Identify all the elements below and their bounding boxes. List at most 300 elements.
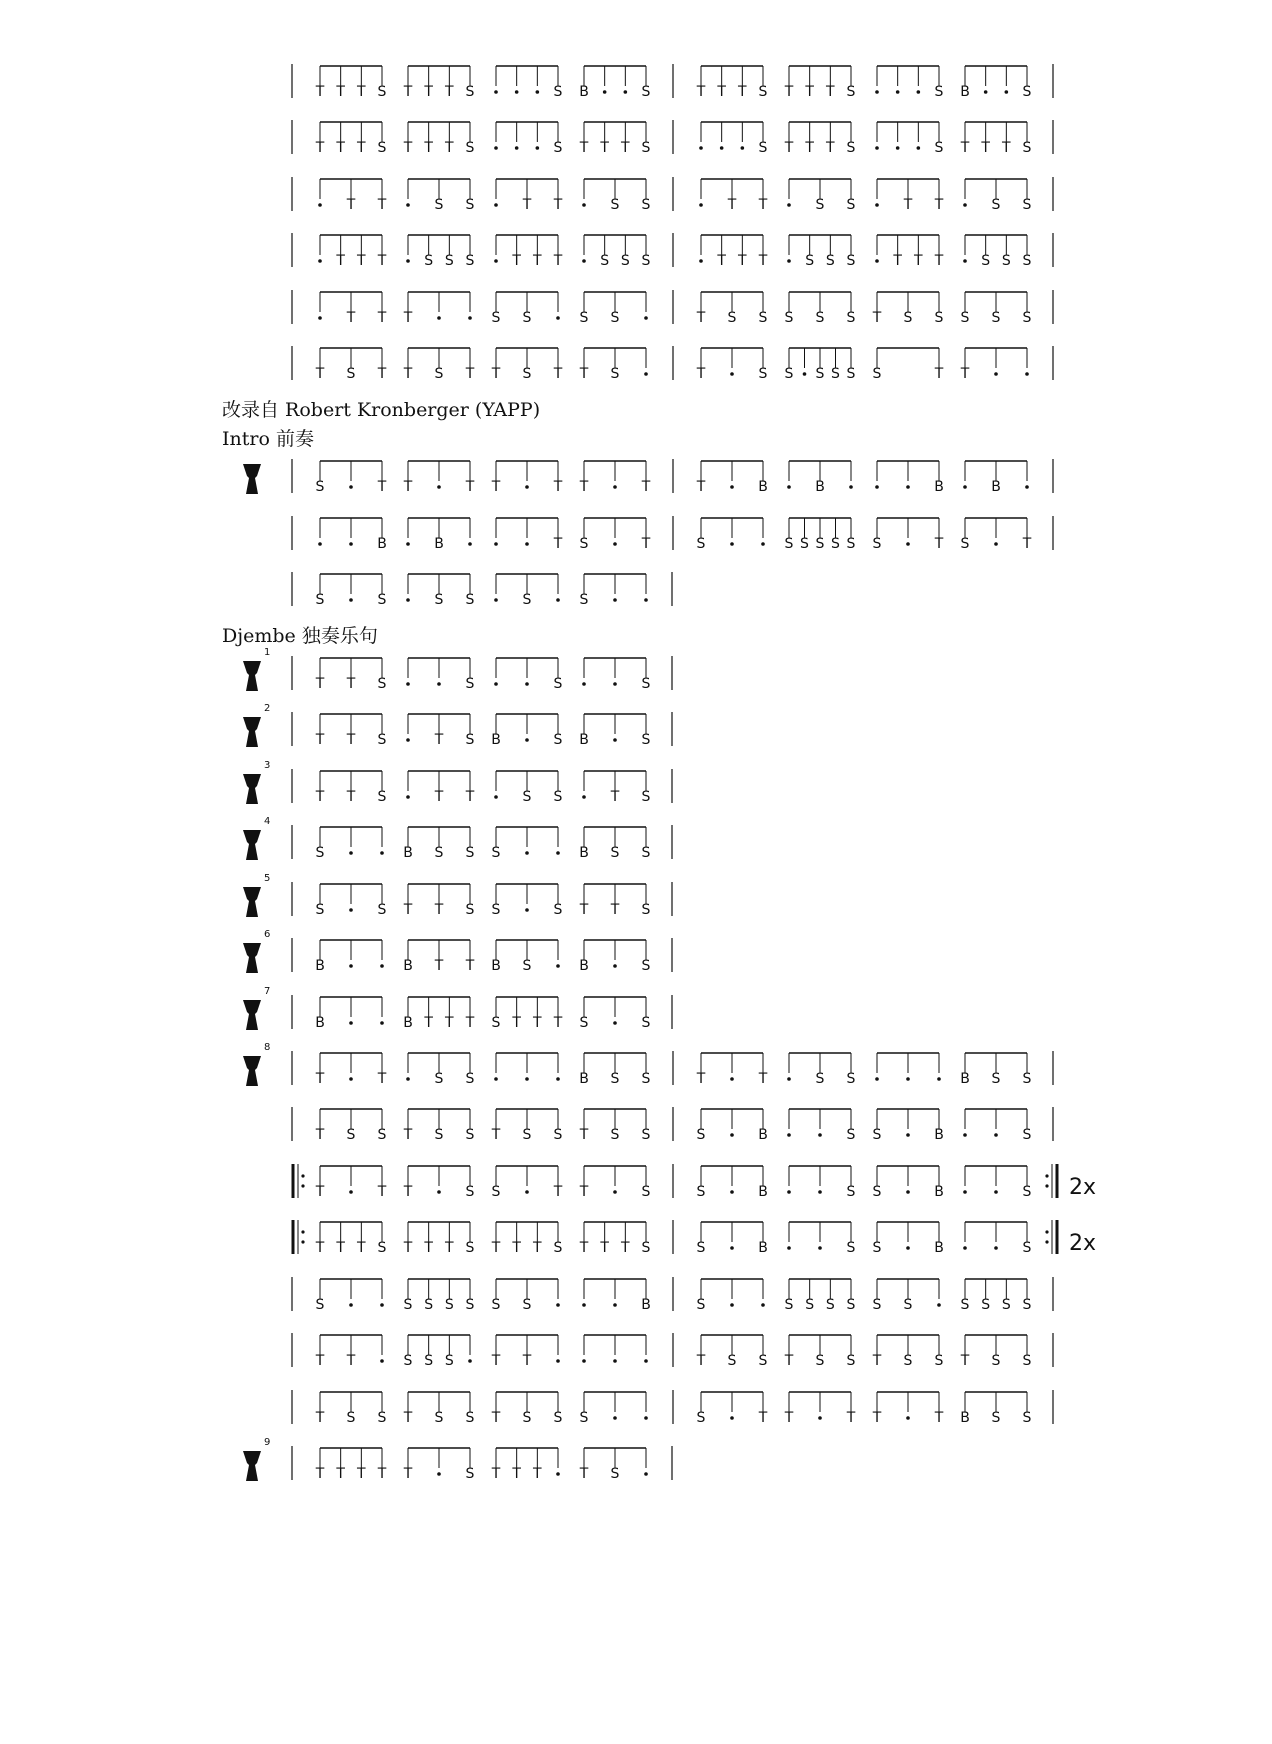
beat-group — [784, 66, 856, 100]
measure — [292, 938, 672, 974]
stroke-note: T — [758, 253, 768, 269]
stroke-note: S — [553, 1410, 563, 1426]
stroke-note: S — [315, 1297, 325, 1313]
rest-dot — [437, 1472, 441, 1476]
stroke-note: S — [434, 1127, 444, 1143]
rest-dot — [494, 259, 498, 263]
stroke-note: S — [434, 366, 444, 382]
stroke-note: T — [784, 140, 794, 156]
stroke-note: T — [403, 1410, 413, 1426]
stave-row — [292, 995, 672, 1031]
beat-group — [403, 1448, 475, 1482]
stroke-note: S — [1001, 253, 1011, 269]
stroke-note: S — [553, 902, 563, 918]
stroke-note: S — [522, 366, 532, 382]
stroke-note: T — [553, 1015, 563, 1031]
rest-dot — [963, 259, 967, 263]
beat-group — [787, 1222, 855, 1256]
beat-group — [494, 179, 563, 213]
beat-group — [318, 179, 387, 213]
stroke-note: T — [579, 479, 589, 495]
stroke-note: S — [610, 1071, 620, 1087]
stroke-note: T — [403, 140, 413, 156]
stroke-note: T — [610, 789, 620, 805]
beat-group — [315, 66, 387, 100]
stroke-note: S — [960, 536, 970, 552]
stroke-note: B — [579, 84, 589, 100]
stroke-note: S — [465, 676, 475, 692]
rest-dot — [525, 1190, 529, 1194]
rest-dot — [644, 1472, 648, 1476]
solos-heading: Djembe 独奏乐句 — [222, 625, 378, 647]
stroke-note: S — [434, 845, 444, 861]
measure — [292, 1051, 651, 1087]
beat-group — [873, 348, 944, 382]
credit-heading: 改录自 Robert Kronberger (YAPP) — [222, 399, 541, 421]
stroke-note: T — [346, 310, 356, 326]
stroke-note: S — [465, 197, 475, 213]
stroke-note: T — [445, 1240, 454, 1256]
stroke-note: S — [465, 1184, 475, 1200]
rest-dot — [406, 542, 410, 546]
measure — [292, 1390, 648, 1426]
stroke-note: T — [491, 1240, 501, 1256]
stroke-note: T — [758, 197, 768, 213]
stroke-note: T — [758, 1410, 768, 1426]
rest-dot — [875, 90, 879, 94]
stroke-note: S — [981, 253, 991, 269]
stroke-note: T — [315, 1127, 325, 1143]
rest-dot — [730, 542, 734, 546]
rest-dot — [556, 1472, 560, 1476]
solo-number: 7 — [264, 986, 271, 997]
stroke-note: S — [1022, 84, 1032, 100]
stroke-note: S — [465, 592, 475, 608]
beat-group — [403, 1392, 475, 1426]
measure — [292, 120, 651, 156]
measure — [673, 346, 1053, 382]
rest-dot — [917, 146, 921, 150]
stave-row — [292, 233, 1053, 269]
stroke-note: S — [434, 592, 444, 608]
rest-dot — [406, 1077, 410, 1081]
beat-group — [579, 122, 651, 156]
stroke-note: T — [553, 1184, 563, 1200]
measure — [292, 64, 651, 100]
stroke-note: T — [346, 1353, 356, 1369]
stroke-note: S — [641, 958, 651, 974]
beat-group — [492, 827, 560, 861]
measure — [673, 1390, 1053, 1426]
rest-dot — [730, 485, 734, 489]
solo-number: 2 — [264, 703, 271, 714]
stroke-note: T — [434, 902, 444, 918]
beat-group — [787, 1053, 855, 1087]
beat-group — [580, 518, 651, 552]
stroke-note: S — [815, 1353, 825, 1369]
beat-group — [318, 292, 387, 326]
djembe-icon — [243, 1451, 261, 1481]
beat-group — [404, 1279, 475, 1313]
beat-group — [403, 940, 475, 974]
beat-group — [785, 292, 856, 326]
beat-group — [961, 292, 1032, 326]
stroke-note: S — [641, 253, 651, 269]
beat-group — [491, 1392, 563, 1426]
stroke-note: S — [553, 732, 563, 748]
stroke-note: S — [491, 1015, 501, 1031]
stroke-note: S — [522, 958, 532, 974]
stroke-note: B — [579, 845, 589, 861]
rest-dot — [984, 90, 988, 94]
beat-group — [873, 1222, 944, 1256]
stroke-note: S — [620, 253, 630, 269]
rest-dot — [349, 908, 353, 912]
beat-group — [491, 940, 560, 974]
stave-row — [292, 769, 672, 805]
beat-group — [316, 827, 384, 861]
stroke-note: S — [696, 1410, 706, 1426]
beat-group — [406, 771, 475, 805]
stave-row — [292, 290, 1053, 326]
stroke-note: B — [758, 479, 768, 495]
stroke-note: T — [465, 1015, 475, 1031]
rest-dot — [536, 146, 540, 150]
stave-row — [292, 64, 1053, 100]
stroke-note: S — [1022, 140, 1032, 156]
rest-dot — [437, 1190, 441, 1194]
stroke-note: T — [696, 84, 706, 100]
beat-group — [494, 122, 562, 156]
beat-group — [491, 1109, 563, 1143]
measure — [292, 656, 672, 692]
stroke-note: S — [1022, 1353, 1032, 1369]
rest-dot — [556, 598, 560, 602]
stroke-note: T — [934, 197, 944, 213]
rest-dot — [582, 795, 586, 799]
stroke-note: S — [377, 789, 387, 805]
rest-dot — [730, 1416, 734, 1420]
rest-dot — [525, 738, 529, 742]
stroke-note: S — [465, 902, 475, 918]
stroke-note: S — [346, 1410, 356, 1426]
beat-group — [315, 940, 384, 974]
stroke-note: S — [346, 1127, 356, 1143]
beat-group — [580, 997, 651, 1031]
rest-dot — [603, 90, 607, 94]
stroke-note: T — [403, 1240, 413, 1256]
djembe-icon — [243, 717, 261, 747]
rest-dot — [349, 598, 353, 602]
stroke-note: T — [641, 536, 651, 552]
stroke-note: S — [846, 253, 856, 269]
stroke-note: T — [377, 253, 387, 269]
rest-dot — [906, 1190, 910, 1194]
stroke-note: S — [553, 140, 563, 156]
rest-dot — [906, 542, 910, 546]
stroke-note: T — [512, 1466, 521, 1482]
stroke-note: S — [758, 1353, 768, 1369]
stroke-note: B — [641, 1297, 651, 1313]
beat-group — [406, 574, 474, 608]
stroke-note: S — [641, 140, 651, 156]
stroke-note: B — [403, 845, 413, 861]
beat-group — [696, 461, 768, 495]
stroke-note: T — [934, 536, 944, 552]
rest-dot — [494, 795, 498, 799]
rest-dot — [963, 1133, 967, 1137]
beat-group — [787, 179, 855, 213]
stroke-note: T — [434, 958, 444, 974]
stroke-note: S — [934, 1353, 944, 1369]
beat-group — [579, 66, 650, 100]
stroke-note: S — [610, 197, 620, 213]
beat-group — [696, 1053, 768, 1087]
stroke-note: T — [491, 1466, 501, 1482]
beat-group — [960, 66, 1031, 100]
beat-group — [963, 1222, 1031, 1256]
rest-dot — [730, 1303, 734, 1307]
stroke-note: T — [377, 479, 387, 495]
beat-group — [403, 461, 475, 495]
beat-group — [872, 292, 944, 326]
stroke-note: S — [610, 1466, 620, 1482]
rest-dot — [582, 682, 586, 686]
stroke-note: T — [934, 1410, 944, 1426]
stroke-note: T — [826, 140, 835, 156]
stroke-note: T — [553, 253, 563, 269]
stroke-note: T — [377, 1466, 387, 1482]
stroke-note: S — [991, 1410, 1001, 1426]
beat-group — [403, 827, 474, 861]
stroke-note: S — [815, 197, 825, 213]
measure — [292, 290, 648, 326]
stroke-note: T — [315, 84, 325, 100]
beat-group — [315, 1448, 387, 1482]
stroke-note: S — [1022, 1240, 1032, 1256]
rest-dot — [318, 316, 322, 320]
rest-dot — [468, 316, 472, 320]
stroke-note: T — [424, 1015, 433, 1031]
stroke-note: S — [934, 140, 944, 156]
stroke-note: S — [800, 536, 809, 552]
measure — [292, 1446, 672, 1482]
solo-number: 4 — [264, 816, 271, 827]
stroke-note: S — [981, 1297, 991, 1313]
stroke-note: S — [553, 676, 563, 692]
stroke-note: T — [403, 1184, 413, 1200]
beat-group — [696, 348, 768, 382]
djembe-icon — [243, 661, 261, 691]
beat-group — [403, 884, 475, 918]
stroke-note: S — [815, 1071, 825, 1087]
measure — [673, 1220, 1096, 1256]
rest-dot — [699, 146, 703, 150]
stroke-note: T — [738, 253, 747, 269]
stroke-note: S — [1022, 1071, 1032, 1087]
stroke-note: S — [491, 1184, 501, 1200]
rest-dot — [906, 1416, 910, 1420]
rest-dot — [963, 485, 967, 489]
beat-group — [875, 66, 943, 100]
rest-dot — [349, 485, 353, 489]
beat-group — [582, 179, 650, 213]
stroke-note: T — [727, 197, 737, 213]
stroke-note: S — [1022, 197, 1032, 213]
stroke-note: S — [465, 845, 475, 861]
stave-row — [292, 572, 672, 608]
stroke-note: T — [357, 253, 366, 269]
rest-dot — [349, 1303, 353, 1307]
rest-dot — [437, 485, 441, 489]
beat-group — [963, 1109, 1031, 1143]
beat-group — [872, 1335, 944, 1369]
stroke-note: S — [815, 366, 825, 382]
beat-group — [961, 518, 1032, 552]
beat-group — [875, 122, 943, 156]
stroke-note: S — [444, 1297, 454, 1313]
stroke-note: T — [465, 479, 475, 495]
stroke-note: S — [784, 366, 794, 382]
stroke-note: S — [815, 310, 825, 326]
rest-dot — [349, 1190, 353, 1194]
rest-dot — [896, 90, 900, 94]
stroke-note: T — [357, 140, 366, 156]
stroke-note: T — [579, 1127, 589, 1143]
rest-dot — [318, 542, 322, 546]
stroke-note: S — [434, 1410, 444, 1426]
measure — [673, 64, 1053, 100]
beat-group — [785, 518, 856, 552]
stroke-note: S — [377, 732, 387, 748]
rest-dot — [644, 1416, 648, 1420]
stroke-note: B — [377, 536, 387, 552]
stroke-note: S — [846, 366, 856, 382]
measure — [673, 233, 1053, 269]
stroke-note: T — [738, 84, 747, 100]
stroke-note: B — [315, 958, 325, 974]
beat-group — [315, 1053, 387, 1087]
stroke-note: B — [403, 958, 413, 974]
stroke-note: T — [346, 732, 356, 748]
stroke-note: S — [758, 84, 768, 100]
beat-group — [403, 292, 472, 326]
stave-row — [292, 1107, 1053, 1143]
rest-dot — [525, 1077, 529, 1081]
stroke-note: S — [491, 1297, 501, 1313]
beat-group — [697, 1222, 768, 1256]
beat-group — [579, 461, 651, 495]
measure — [673, 1277, 1053, 1313]
stroke-note: S — [815, 536, 825, 552]
solo-number: 1 — [264, 647, 271, 658]
rest-dot — [644, 1359, 648, 1363]
stroke-note: S — [315, 902, 325, 918]
stroke-note: T — [579, 1466, 589, 1482]
stroke-note: T — [1002, 140, 1011, 156]
stroke-note: S — [825, 253, 835, 269]
stroke-note: B — [934, 1127, 944, 1143]
stroke-note: S — [522, 1127, 532, 1143]
beat-group — [579, 827, 650, 861]
beat-group — [403, 1222, 475, 1256]
measure — [673, 459, 1053, 495]
stroke-note: S — [641, 845, 651, 861]
beat-group — [494, 771, 562, 805]
measure — [293, 1220, 651, 1256]
solo-number: 9 — [264, 1437, 271, 1448]
beat-group — [873, 518, 944, 552]
rest-dot — [613, 738, 617, 742]
stroke-note: B — [315, 1015, 325, 1031]
rest-dot — [1025, 372, 1029, 376]
stroke-note: S — [1001, 1297, 1011, 1313]
rest-dot — [468, 1359, 472, 1363]
stroke-note: S — [696, 536, 706, 552]
stroke-note: S — [641, 1127, 651, 1143]
beat-group — [579, 1166, 651, 1200]
rest-dot — [556, 1303, 560, 1307]
stroke-note: T — [696, 1353, 706, 1369]
stroke-note: T — [403, 310, 413, 326]
beat-group — [403, 122, 475, 156]
stroke-note: S — [377, 592, 387, 608]
stroke-note: S — [377, 140, 387, 156]
solo-number: 8 — [264, 1042, 271, 1053]
measure — [292, 769, 672, 805]
stroke-note: S — [610, 310, 620, 326]
rest-dot — [818, 1416, 822, 1420]
stroke-note: S — [696, 1297, 706, 1313]
stroke-note: T — [960, 366, 970, 382]
stroke-note: S — [491, 845, 501, 861]
rest-dot — [406, 795, 410, 799]
measure — [673, 1107, 1053, 1143]
beat-group — [492, 1279, 560, 1313]
stroke-note: T — [336, 1240, 345, 1256]
beat-group — [494, 574, 560, 608]
stroke-note: B — [579, 958, 589, 974]
stroke-note: B — [934, 479, 944, 495]
intro-heading: Intro 前奏 — [222, 428, 314, 450]
stroke-note: S — [758, 310, 768, 326]
stave-row — [292, 1446, 672, 1482]
djembe-icon — [243, 1056, 261, 1086]
stroke-note: T — [336, 1466, 345, 1482]
rest-dot — [994, 1190, 998, 1194]
rest-dot — [818, 1133, 822, 1137]
rest-dot — [699, 203, 703, 207]
stroke-note: S — [444, 1353, 454, 1369]
stroke-note: S — [553, 1240, 563, 1256]
stave-row — [292, 825, 672, 861]
rest-dot — [787, 1133, 791, 1137]
stroke-note: T — [784, 1353, 794, 1369]
beat-group — [960, 122, 1032, 156]
djembe-icon — [243, 943, 261, 973]
measure — [673, 120, 1053, 156]
rest-dot — [613, 1303, 617, 1307]
measure — [292, 712, 672, 748]
stroke-note: S — [825, 1297, 835, 1313]
beat-group — [696, 1335, 768, 1369]
rest-dot — [349, 964, 353, 968]
stave-row — [292, 1051, 1053, 1087]
solo-number: 3 — [264, 760, 271, 771]
beat-group — [699, 122, 767, 156]
beat-group — [403, 1166, 475, 1200]
rest-dot — [468, 542, 472, 546]
